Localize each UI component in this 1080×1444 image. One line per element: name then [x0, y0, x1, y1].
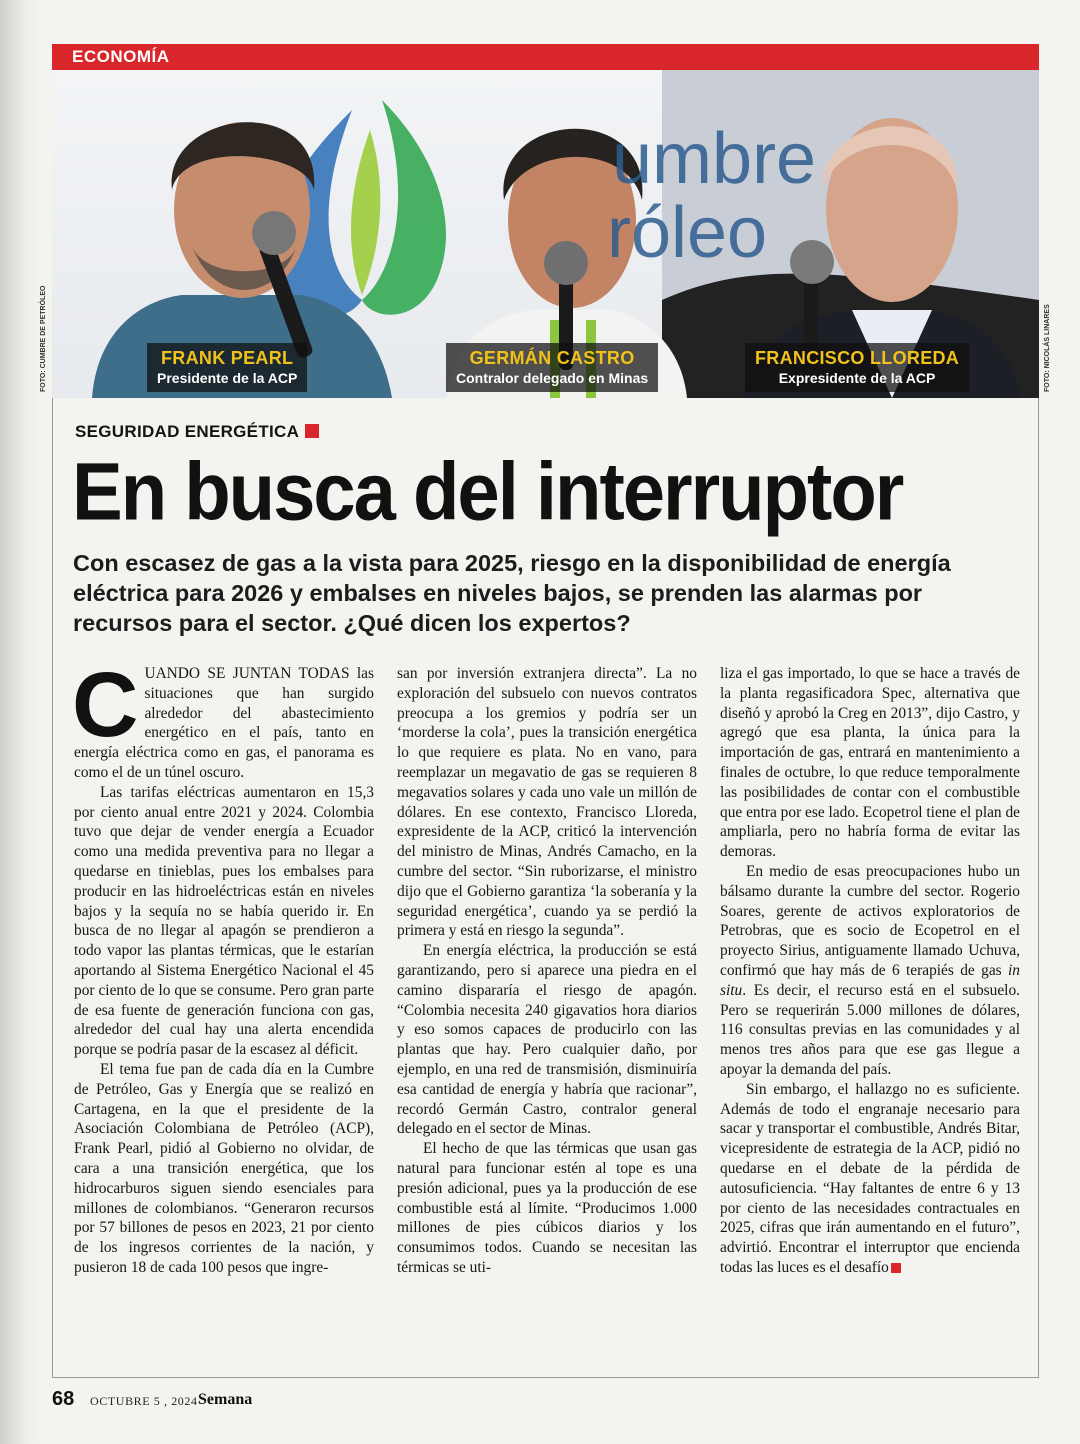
background-logo-text-2: róleo — [607, 193, 768, 273]
caption-role: Presidente de la ACP — [157, 370, 298, 386]
background-logo-text-1: umbre — [612, 119, 817, 199]
caption-frank-pearl — [147, 343, 307, 392]
column-3 — [720, 664, 1020, 1360]
caption-german-castro — [446, 343, 658, 392]
column-2 — [397, 664, 697, 1360]
page-gutter-shadow — [0, 0, 42, 1444]
paragraph: En energía eléctrica, la producción se está garantizando, pero si aparece una piedra en el camino dispararía el riesgo de apagón. “Colombia necesita 240 gigavatios hora diarios y eso somos capaces de producirlo con las plantas que hay. Pero cualquier daño, por ejemplo, en una red de transmisión, disminuiría esa cantidad de energía y habría que racionar”, recordó Germán Castro, contralor general delegado en el sector de Minas. — [397, 942, 697, 1138]
caption-role: Contralor delegado en Minas — [456, 370, 649, 386]
paragraph: El hecho de que las térmicas que usan gas natural para funcionar estén al tope es una presión adicional, pues ya la producción de ese combustible está al límite. “Producimos 1.000 millones de pies cúbicos diarios y los consumimos todos. Cuando se necesitan las térmicas se uti- — [397, 1140, 697, 1276]
paragraph-text: Sin embargo, el hallazgo no es suficiente. Además de todo el engranaje necesario para sacar y transportar el combustible, Andrés Bitar, vicepresidente de estrategia de la ACP, pidió no quedarse en el debate de la pérdida de autosuficiencia. “Hay faltantes de entre 6 y 13 por ciento de las necesidades contractuales en 2025, cifras que irán aumentando en el futuro”, advirtió. Encontrar el interruptor que encienda todas las luces es el desafío — [720, 1080, 1020, 1276]
header-photo — [52, 70, 1039, 398]
page-number: 68 — [52, 1388, 75, 1410]
magazine-name: Semana — [198, 1391, 253, 1408]
deck: Con escasez de gas a la vista para 2025, riesgo en la disponibilidad de energía eléctrica para 2026 y embalses en niveles bajos, se prenden las alarmas por recursos para el sector. ¿Qué dicen los expertos? — [73, 550, 951, 636]
caption-role: Expresidente de la ACP — [778, 370, 936, 386]
caption-francisco-lloreda — [745, 343, 969, 392]
italic-text: in situ — [720, 961, 1020, 999]
section-bar — [52, 44, 1039, 70]
paragraph — [720, 1080, 1020, 1278]
kicker-square-icon — [305, 424, 319, 438]
drop-cap: C — [72, 654, 139, 756]
paragraph: san por inversión extranjera directa”. La no exploración del subsuelo con nuevos contratos preocupa a los gremios y podría ser un ‘morderse la cola’, pues la transición energética lo que requiere es plata. No en vano, para reemplazar un megavatio de gas se requieren 8 megavatios solares y cada uno vale un millón de dólares. En ese contexto, Francisco Lloreda, expresidente de la ACP, criticó la intervención del ministro de Minas, Andrés Camacho, en la cumbre del sector. “Sin ruborizarse, el ministro dijo que el Gobierno garantiza ‘la soberanía y la seguridad energética’, cuando ya se perdió la primera y está en riesgo la segunda”. — [397, 665, 697, 940]
paragraph: Las tarifas eléctricas aumentaron en 15,3 por ciento anual entre 2021 y 2024. Colombia tuvo que dejar de vender energía a Ecuador como una medida preventiva para no llegar a quedarse en tinieblas, pues los embalses para producir en las hidroeléctricas están en niveles bajos y la sequía no se había querido ir. En busca de no llegar al apagón se prendieron a todo vapor las plantas térmicas, que le estarían aportando al Sistema Energético Nacional el 45 por ciento de lo que se consume. Pero gran parte de esa fuente de generación funciona con gas, alrededor del cual hay una alerta encendida porque se podría pasar de la escasez al déficit. — [74, 783, 374, 1059]
article-body — [72, 654, 1020, 1360]
photo-credit-right: FOTO: NICOLÁS LINARES — [1044, 304, 1051, 392]
paragraph: UANDO SE JUNTAN TODAS las situaciones que han surgido alrededor del abastecimiento energético en el país, tanto en energía eléctrica como en gas, el panorama es como el de un túnel oscuro. — [74, 665, 374, 781]
caption-name: FRANK PEARL — [161, 348, 294, 368]
caption-name: FRANCISCO LLOREDA — [755, 348, 960, 368]
end-mark-icon — [891, 1263, 901, 1273]
paragraph-text: . Es decir, el recurso está en el subsuelo. Pero se requerirán 5.000 millones de dólares, 116 consultas previas en las comunidades y al menos tres años para que ese gas llegue a apoyar la demanda del país. — [720, 981, 1020, 1078]
paragraph — [720, 862, 1020, 1080]
kicker-text: SEGURIDAD ENERGÉTICA — [75, 422, 300, 441]
paragraph: liza el gas importado, lo que se hace a través de la planta regasificadora Spec, alternativa que diseñó y aprobó la Creg en 2013”, dijo Castro, y agregó que esa planta, la única para la importación de gas, entrará en mantenimiento a finales de octubre, lo que reduce temporalmente las posibilidades de contar con el combustible que entra por ese lado. Ecopetrol tiene el plan de ampliarla, pero no habría forma de evitar las demoras. — [720, 665, 1020, 861]
section-label: ECONOMÍA — [72, 47, 170, 66]
paragraph: El tema fue pan de cada día en la Cumbre de Petróleo, Gas y Energía que se realizó en Cartagena, en la que el presidente de la Asociación Colombiana de Petróleo (ACP), Frank Pearl, pidió al Gobierno no olvidar, de cara a una transición energética, que los hidrocarburos siguen siendo esenciales para millones de colombianos. “Generaron recursos por 57 billones de pesos en 2023, 21 por ciento de los ingresos corrientes de la nación, y pusieron 18 de cada 100 pesos que ingre- — [74, 1060, 374, 1276]
photo-credit-left: FOTO: CUMBRE DE PETRÓLEO — [40, 285, 47, 392]
issue-date: OCTUBRE 5 , 2024 — [90, 1394, 198, 1408]
caption-name: GERMÁN CASTRO — [469, 348, 635, 368]
paragraph-text: En medio de esas preocupaciones hubo un bálsamo durante la cumbre del sector. Rogerio Soares, gerente de activos exploratorios de Petrobras, que es socio de Ecopetrol en el proyecto Sirius, antiguamente llamado Uchuva, confirmó que hay más de 6 terapiés de gas — [720, 862, 1020, 979]
headline: En busca del interruptor — [72, 446, 903, 538]
kicker — [75, 422, 319, 442]
column-1 — [72, 654, 374, 1360]
